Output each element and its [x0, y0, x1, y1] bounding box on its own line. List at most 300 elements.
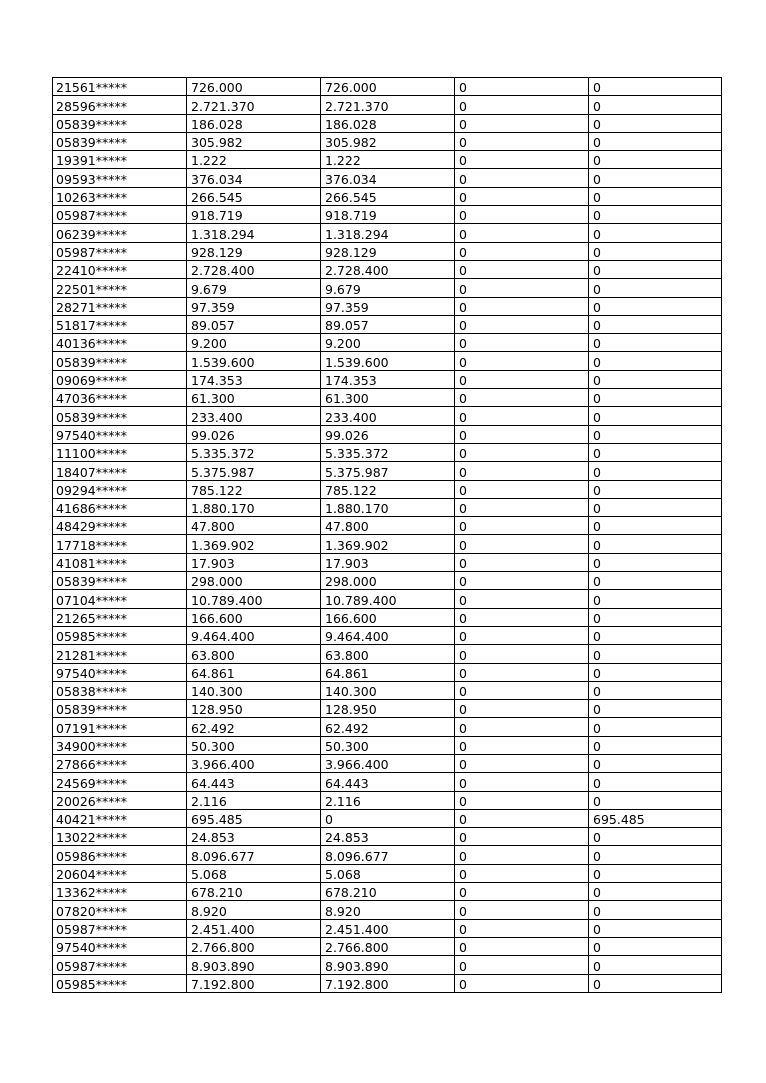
second-amount-cell: 97.359	[321, 297, 455, 315]
fourth-value-cell: 0	[589, 389, 722, 407]
third-value-cell: 0	[455, 352, 589, 370]
third-value-cell: 0	[455, 572, 589, 590]
second-amount-cell: 1.318.294	[321, 224, 455, 242]
third-value-cell: 0	[455, 114, 589, 132]
id-cell: 47036*****	[53, 389, 187, 407]
id-cell: 05839*****	[53, 132, 187, 150]
id-cell: 05985*****	[53, 974, 187, 992]
id-cell: 20604*****	[53, 864, 187, 882]
amount-cell: 174.353	[187, 370, 321, 388]
id-cell: 09593*****	[53, 169, 187, 187]
third-value-cell: 0	[455, 700, 589, 718]
table-row	[53, 78, 722, 96]
second-amount-cell: 10.789.400	[321, 590, 455, 608]
table-row	[53, 590, 722, 608]
amount-cell: 63.800	[187, 645, 321, 663]
fourth-value-cell: 0	[589, 114, 722, 132]
third-value-cell: 0	[455, 937, 589, 955]
second-amount-cell: 918.719	[321, 206, 455, 224]
fourth-value-cell: 0	[589, 242, 722, 260]
fourth-value-cell: 0	[589, 132, 722, 150]
table-row	[53, 443, 722, 461]
amount-cell: 678.210	[187, 883, 321, 901]
amount-cell: 9.200	[187, 334, 321, 352]
third-value-cell: 0	[455, 224, 589, 242]
amount-cell: 2.766.800	[187, 937, 321, 955]
fourth-value-cell: 0	[589, 462, 722, 480]
fourth-value-cell: 0	[589, 974, 722, 992]
amount-cell: 17.903	[187, 553, 321, 571]
second-amount-cell: 785.122	[321, 480, 455, 498]
id-cell: 28271*****	[53, 297, 187, 315]
third-value-cell: 0	[455, 663, 589, 681]
fourth-value-cell: 0	[589, 864, 722, 882]
amount-cell: 8.920	[187, 901, 321, 919]
table-row	[53, 96, 722, 114]
third-value-cell: 0	[455, 206, 589, 224]
amount-cell: 785.122	[187, 480, 321, 498]
third-value-cell: 0	[455, 443, 589, 461]
amount-cell: 10.789.400	[187, 590, 321, 608]
amount-cell: 89.057	[187, 315, 321, 333]
id-cell: 11100*****	[53, 443, 187, 461]
amount-cell: 298.000	[187, 572, 321, 590]
id-cell: 05839*****	[53, 407, 187, 425]
table-row	[53, 553, 722, 571]
table-row	[53, 974, 722, 992]
id-cell: 05839*****	[53, 114, 187, 132]
table-row	[53, 297, 722, 315]
fourth-value-cell: 0	[589, 334, 722, 352]
id-cell: 97540*****	[53, 663, 187, 681]
third-value-cell: 0	[455, 718, 589, 736]
id-cell: 17718*****	[53, 535, 187, 553]
amount-cell: 2.721.370	[187, 96, 321, 114]
fourth-value-cell: 0	[589, 718, 722, 736]
fourth-value-cell: 0	[589, 315, 722, 333]
amount-cell: 1.369.902	[187, 535, 321, 553]
id-cell: 06239*****	[53, 224, 187, 242]
third-value-cell: 0	[455, 754, 589, 772]
amount-cell: 99.026	[187, 425, 321, 443]
id-cell: 07104*****	[53, 590, 187, 608]
id-cell: 51817*****	[53, 315, 187, 333]
table-row	[53, 919, 722, 937]
id-cell: 05839*****	[53, 352, 187, 370]
second-amount-cell: 63.800	[321, 645, 455, 663]
fourth-value-cell: 0	[589, 645, 722, 663]
third-value-cell: 0	[455, 498, 589, 516]
id-cell: 13362*****	[53, 883, 187, 901]
table-row	[53, 260, 722, 278]
table-row	[53, 773, 722, 791]
table-row	[53, 206, 722, 224]
table-row	[53, 334, 722, 352]
fourth-value-cell: 0	[589, 443, 722, 461]
fourth-value-cell: 0	[589, 700, 722, 718]
third-value-cell: 0	[455, 974, 589, 992]
third-value-cell: 0	[455, 901, 589, 919]
second-amount-cell: 1.222	[321, 151, 455, 169]
second-amount-cell: 266.545	[321, 187, 455, 205]
fourth-value-cell: 0	[589, 754, 722, 772]
second-amount-cell: 61.300	[321, 389, 455, 407]
third-value-cell: 0	[455, 334, 589, 352]
fourth-value-cell: 0	[589, 572, 722, 590]
third-value-cell: 0	[455, 956, 589, 974]
third-value-cell: 0	[455, 370, 589, 388]
id-cell: 10263*****	[53, 187, 187, 205]
second-amount-cell: 2.451.400	[321, 919, 455, 937]
fourth-value-cell: 0	[589, 791, 722, 809]
id-cell: 19391*****	[53, 151, 187, 169]
amount-cell: 61.300	[187, 389, 321, 407]
amount-cell: 695.485	[187, 809, 321, 827]
third-value-cell: 0	[455, 535, 589, 553]
third-value-cell: 0	[455, 883, 589, 901]
third-value-cell: 0	[455, 773, 589, 791]
table-row	[53, 626, 722, 644]
table-row	[53, 791, 722, 809]
second-amount-cell: 2.116	[321, 791, 455, 809]
second-amount-cell: 1.369.902	[321, 535, 455, 553]
id-cell: 05987*****	[53, 206, 187, 224]
third-value-cell: 0	[455, 846, 589, 864]
amount-cell: 50.300	[187, 736, 321, 754]
id-cell: 22410*****	[53, 260, 187, 278]
third-value-cell: 0	[455, 919, 589, 937]
third-value-cell: 0	[455, 590, 589, 608]
second-amount-cell: 928.129	[321, 242, 455, 260]
table-row	[53, 700, 722, 718]
amount-cell: 9.464.400	[187, 626, 321, 644]
fourth-value-cell: 0	[589, 151, 722, 169]
id-cell: 05839*****	[53, 700, 187, 718]
third-value-cell: 0	[455, 260, 589, 278]
fourth-value-cell: 0	[589, 608, 722, 626]
id-cell: 05986*****	[53, 846, 187, 864]
fourth-value-cell: 0	[589, 883, 722, 901]
third-value-cell: 0	[455, 864, 589, 882]
table-row	[53, 956, 722, 974]
table-row	[53, 718, 722, 736]
amount-cell: 918.719	[187, 206, 321, 224]
table-row	[53, 937, 722, 955]
table-row	[53, 864, 722, 882]
table-row	[53, 169, 722, 187]
third-value-cell: 0	[455, 297, 589, 315]
second-amount-cell: 8.096.677	[321, 846, 455, 864]
amount-cell: 2.728.400	[187, 260, 321, 278]
second-amount-cell: 233.400	[321, 407, 455, 425]
fourth-value-cell: 0	[589, 919, 722, 937]
table-row	[53, 517, 722, 535]
fourth-value-cell: 0	[589, 352, 722, 370]
id-cell: 13022*****	[53, 828, 187, 846]
fourth-value-cell: 0	[589, 956, 722, 974]
table-row	[53, 462, 722, 480]
third-value-cell: 0	[455, 828, 589, 846]
second-amount-cell: 62.492	[321, 718, 455, 736]
amount-cell: 305.982	[187, 132, 321, 150]
amount-cell: 5.375.987	[187, 462, 321, 480]
amount-cell: 8.096.677	[187, 846, 321, 864]
id-cell: 97540*****	[53, 425, 187, 443]
second-amount-cell: 9.464.400	[321, 626, 455, 644]
third-value-cell: 0	[455, 407, 589, 425]
third-value-cell: 0	[455, 151, 589, 169]
third-value-cell: 0	[455, 389, 589, 407]
fourth-value-cell: 0	[589, 626, 722, 644]
amount-cell: 376.034	[187, 169, 321, 187]
second-amount-cell: 166.600	[321, 608, 455, 626]
amount-cell: 726.000	[187, 78, 321, 96]
id-cell: 07820*****	[53, 901, 187, 919]
third-value-cell: 0	[455, 242, 589, 260]
amount-cell: 140.300	[187, 681, 321, 699]
table-row	[53, 242, 722, 260]
id-cell: 40136*****	[53, 334, 187, 352]
amount-cell: 7.192.800	[187, 974, 321, 992]
amount-cell: 5.068	[187, 864, 321, 882]
amount-cell: 266.545	[187, 187, 321, 205]
second-amount-cell: 64.443	[321, 773, 455, 791]
second-amount-cell: 17.903	[321, 553, 455, 571]
fourth-value-cell: 0	[589, 96, 722, 114]
fourth-value-cell: 0	[589, 535, 722, 553]
id-cell: 40421*****	[53, 809, 187, 827]
third-value-cell: 0	[455, 517, 589, 535]
table-row	[53, 608, 722, 626]
table-row	[53, 132, 722, 150]
fourth-value-cell: 0	[589, 937, 722, 955]
third-value-cell: 0	[455, 480, 589, 498]
fourth-value-cell: 0	[589, 370, 722, 388]
id-cell: 24569*****	[53, 773, 187, 791]
third-value-cell: 0	[455, 187, 589, 205]
amount-cell: 97.359	[187, 297, 321, 315]
third-value-cell: 0	[455, 681, 589, 699]
table-row	[53, 754, 722, 772]
amount-cell: 1.318.294	[187, 224, 321, 242]
third-value-cell: 0	[455, 96, 589, 114]
amount-cell: 24.853	[187, 828, 321, 846]
table-row	[53, 389, 722, 407]
fourth-value-cell: 0	[589, 681, 722, 699]
second-amount-cell: 140.300	[321, 681, 455, 699]
second-amount-cell: 1.880.170	[321, 498, 455, 516]
second-amount-cell: 8.903.890	[321, 956, 455, 974]
third-value-cell: 0	[455, 553, 589, 571]
table-row	[53, 425, 722, 443]
table-row	[53, 407, 722, 425]
fourth-value-cell: 0	[589, 590, 722, 608]
amount-cell: 166.600	[187, 608, 321, 626]
id-cell: 09294*****	[53, 480, 187, 498]
amount-cell: 233.400	[187, 407, 321, 425]
fourth-value-cell: 695.485	[589, 809, 722, 827]
id-cell: 28596*****	[53, 96, 187, 114]
second-amount-cell: 50.300	[321, 736, 455, 754]
amount-cell: 1.539.600	[187, 352, 321, 370]
id-cell: 48429*****	[53, 517, 187, 535]
fourth-value-cell: 0	[589, 828, 722, 846]
id-cell: 07191*****	[53, 718, 187, 736]
amount-cell: 186.028	[187, 114, 321, 132]
table-row	[53, 224, 722, 242]
fourth-value-cell: 0	[589, 480, 722, 498]
fourth-value-cell: 0	[589, 407, 722, 425]
fourth-value-cell: 0	[589, 553, 722, 571]
third-value-cell: 0	[455, 645, 589, 663]
table-row	[53, 846, 722, 864]
fourth-value-cell: 0	[589, 498, 722, 516]
amount-cell: 9.679	[187, 279, 321, 297]
second-amount-cell: 3.966.400	[321, 754, 455, 772]
id-cell: 34900*****	[53, 736, 187, 754]
third-value-cell: 0	[455, 315, 589, 333]
fourth-value-cell: 0	[589, 78, 722, 96]
fourth-value-cell: 0	[589, 773, 722, 791]
third-value-cell: 0	[455, 626, 589, 644]
fourth-value-cell: 0	[589, 736, 722, 754]
table-row	[53, 645, 722, 663]
id-cell: 18407*****	[53, 462, 187, 480]
third-value-cell: 0	[455, 608, 589, 626]
second-amount-cell: 1.539.600	[321, 352, 455, 370]
second-amount-cell: 726.000	[321, 78, 455, 96]
fourth-value-cell: 0	[589, 279, 722, 297]
third-value-cell: 0	[455, 78, 589, 96]
table-row	[53, 535, 722, 553]
second-amount-cell: 128.950	[321, 700, 455, 718]
amount-cell: 62.492	[187, 718, 321, 736]
second-amount-cell: 5.068	[321, 864, 455, 882]
id-cell: 22501*****	[53, 279, 187, 297]
amount-cell: 47.800	[187, 517, 321, 535]
id-cell: 41081*****	[53, 553, 187, 571]
table-row	[53, 809, 722, 827]
amount-cell: 5.335.372	[187, 443, 321, 461]
second-amount-cell: 5.335.372	[321, 443, 455, 461]
amount-cell: 1.880.170	[187, 498, 321, 516]
third-value-cell: 0	[455, 791, 589, 809]
third-value-cell: 0	[455, 462, 589, 480]
table-row	[53, 663, 722, 681]
second-amount-cell: 376.034	[321, 169, 455, 187]
third-value-cell: 0	[455, 132, 589, 150]
fourth-value-cell: 0	[589, 517, 722, 535]
data-table	[52, 77, 722, 993]
id-cell: 05987*****	[53, 956, 187, 974]
second-amount-cell: 0	[321, 809, 455, 827]
table-row	[53, 828, 722, 846]
table-row	[53, 883, 722, 901]
table-row	[53, 352, 722, 370]
fourth-value-cell: 0	[589, 297, 722, 315]
id-cell: 21265*****	[53, 608, 187, 626]
second-amount-cell: 298.000	[321, 572, 455, 590]
fourth-value-cell: 0	[589, 169, 722, 187]
amount-cell: 64.443	[187, 773, 321, 791]
table-body	[53, 78, 722, 993]
id-cell: 41686*****	[53, 498, 187, 516]
second-amount-cell: 2.766.800	[321, 937, 455, 955]
id-cell: 05839*****	[53, 572, 187, 590]
table-row	[53, 370, 722, 388]
second-amount-cell: 9.679	[321, 279, 455, 297]
table-row	[53, 901, 722, 919]
table-row	[53, 279, 722, 297]
third-value-cell: 0	[455, 736, 589, 754]
fourth-value-cell: 0	[589, 901, 722, 919]
id-cell: 05987*****	[53, 919, 187, 937]
table-row	[53, 498, 722, 516]
second-amount-cell: 7.192.800	[321, 974, 455, 992]
fourth-value-cell: 0	[589, 187, 722, 205]
table-row	[53, 736, 722, 754]
id-cell: 20026*****	[53, 791, 187, 809]
amount-cell: 64.861	[187, 663, 321, 681]
table-row	[53, 480, 722, 498]
second-amount-cell: 99.026	[321, 425, 455, 443]
table-row	[53, 187, 722, 205]
amount-cell: 3.966.400	[187, 754, 321, 772]
second-amount-cell: 678.210	[321, 883, 455, 901]
amount-cell: 928.129	[187, 242, 321, 260]
third-value-cell: 0	[455, 809, 589, 827]
amount-cell: 2.451.400	[187, 919, 321, 937]
fourth-value-cell: 0	[589, 425, 722, 443]
table-row	[53, 572, 722, 590]
second-amount-cell: 47.800	[321, 517, 455, 535]
second-amount-cell: 305.982	[321, 132, 455, 150]
second-amount-cell: 24.853	[321, 828, 455, 846]
second-amount-cell: 9.200	[321, 334, 455, 352]
second-amount-cell: 8.920	[321, 901, 455, 919]
second-amount-cell: 89.057	[321, 315, 455, 333]
amount-cell: 8.903.890	[187, 956, 321, 974]
table-row	[53, 114, 722, 132]
id-cell: 21281*****	[53, 645, 187, 663]
amount-cell: 2.116	[187, 791, 321, 809]
amount-cell: 1.222	[187, 151, 321, 169]
third-value-cell: 0	[455, 279, 589, 297]
second-amount-cell: 2.728.400	[321, 260, 455, 278]
amount-cell: 128.950	[187, 700, 321, 718]
second-amount-cell: 2.721.370	[321, 96, 455, 114]
table-row	[53, 315, 722, 333]
fourth-value-cell: 0	[589, 663, 722, 681]
fourth-value-cell: 0	[589, 224, 722, 242]
second-amount-cell: 5.375.987	[321, 462, 455, 480]
second-amount-cell: 174.353	[321, 370, 455, 388]
fourth-value-cell: 0	[589, 206, 722, 224]
fourth-value-cell: 0	[589, 260, 722, 278]
third-value-cell: 0	[455, 425, 589, 443]
second-amount-cell: 186.028	[321, 114, 455, 132]
id-cell: 05987*****	[53, 242, 187, 260]
id-cell: 97540*****	[53, 937, 187, 955]
id-cell: 05838*****	[53, 681, 187, 699]
table-row	[53, 151, 722, 169]
id-cell: 05985*****	[53, 626, 187, 644]
table-row	[53, 681, 722, 699]
id-cell: 21561*****	[53, 78, 187, 96]
id-cell: 27866*****	[53, 754, 187, 772]
third-value-cell: 0	[455, 169, 589, 187]
id-cell: 09069*****	[53, 370, 187, 388]
